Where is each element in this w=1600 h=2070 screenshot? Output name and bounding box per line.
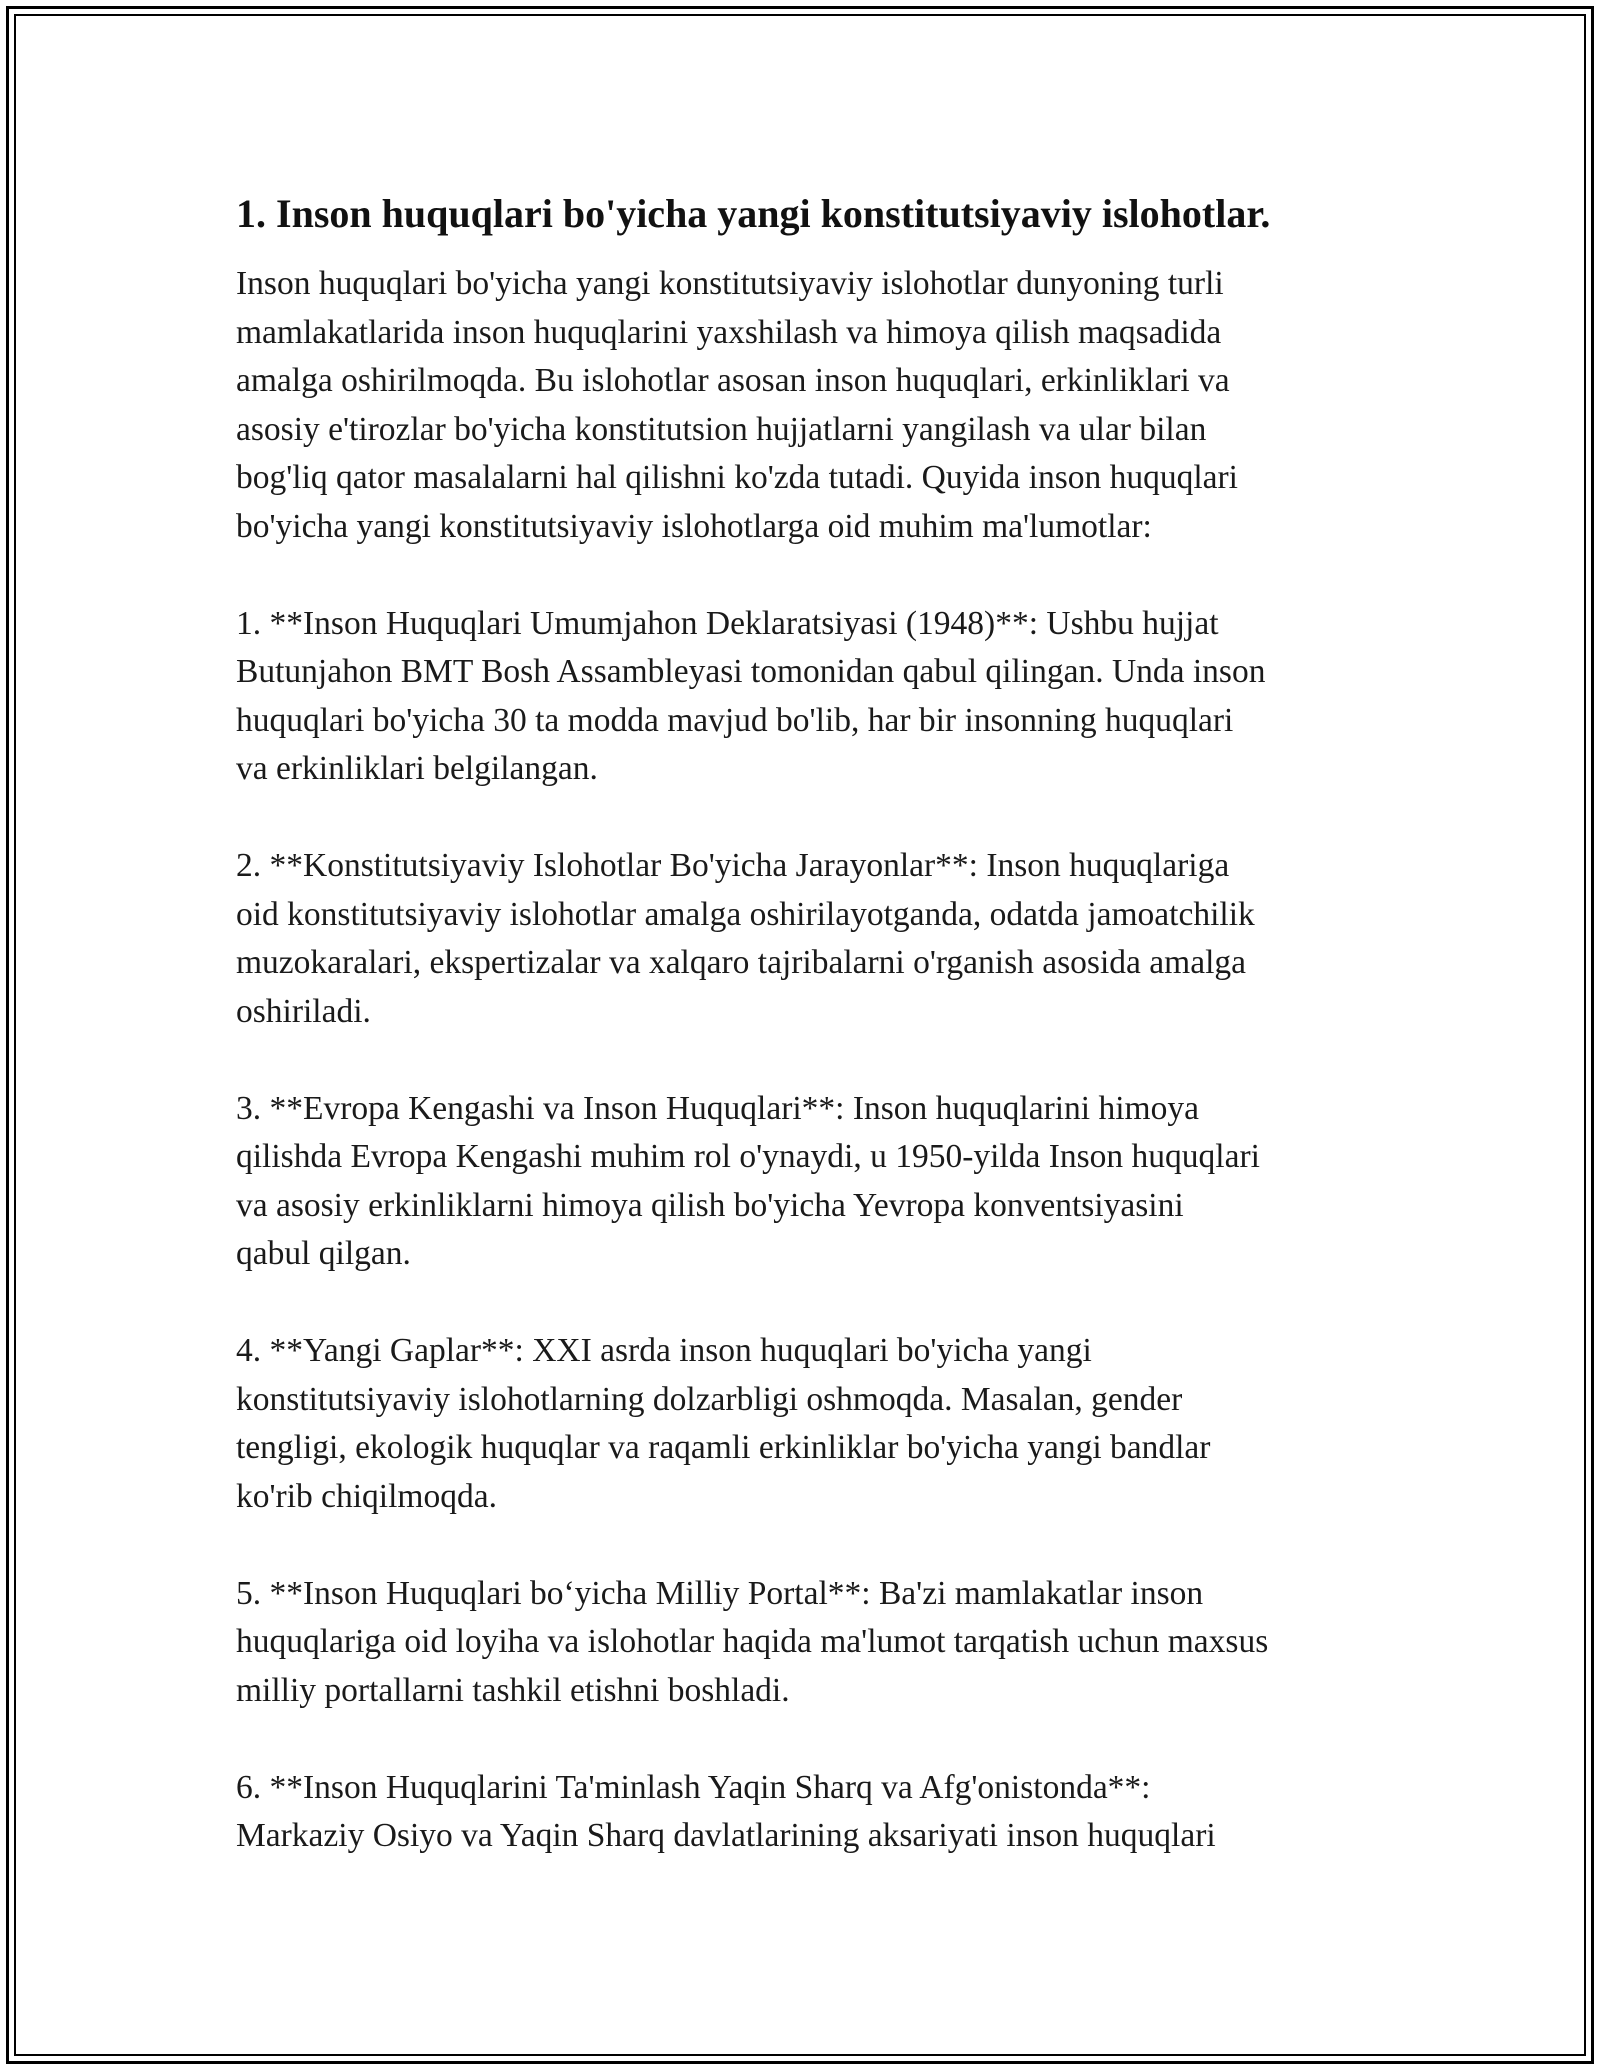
text-line: amalga oshirilmoqda. Bu islohotlar asosan inson huquqlari, erkinliklari va [236, 362, 1230, 399]
list-item-paragraph [236, 1085, 1376, 1279]
list-item-paragraph [236, 1327, 1376, 1521]
document-title: 1. Inson huquqlari bo'yicha yangi konstitutsiyaviy islohotlar. [236, 191, 1271, 236]
text-line: oshiriladi. [236, 992, 371, 1030]
text-line: konstitutsiyaviy islohotlarning dolzarbligi oshmoqda. Masalan, gender [236, 1380, 1183, 1418]
text-line: qilishda Evropa Kengashi muhim rol o'ynaydi, u 1950-yilda Inson huquqlari [236, 1138, 1260, 1175]
text-line: oid konstitutsiyaviy islohotlar amalga oshirilayotganda, odatda jamoatchilik [236, 895, 1255, 933]
list-item-paragraph [236, 1764, 1376, 1861]
text-line: qabul qilgan. [236, 1235, 411, 1272]
text-line: Inson huquqlari bo'yicha yangi konstitutsiyaviy islohotlar dunyoning turli [236, 265, 1224, 302]
text-line: Butunjahon BMT Bosh Assambleyasi tomonidan qabul qilingan. Unda inson [236, 653, 1266, 690]
text-line: tengligi, ekologik huquqlar va raqamli erkinliklar bo'yicha yangi bandlar [236, 1429, 1211, 1466]
paragraph-list [236, 260, 1376, 1861]
text-line: Markaziy Osiyo va Yaqin Sharq davlatlarining aksariyati inson huquqlari [236, 1817, 1216, 1854]
text-line: 5. **Inson Huquqlari bo‘yicha Milliy Portal**: Ba'zi mamlakatlar inson [236, 1574, 1204, 1612]
text-line: va erkinliklari belgilangan. [236, 750, 598, 787]
text-line: milliy portallarni tashkil etishni boshladi. [236, 1671, 790, 1709]
text-line: 1. **Inson Huquqlari Umumjahon Deklaratsiyasi (1948)**: Ushbu hujjat [236, 604, 1219, 642]
text-line: 4. **Yangi Gaplar**: XXI asrda inson huquqlari bo'yicha yangi [236, 1332, 1092, 1369]
document-body [236, 188, 1376, 1909]
list-item-paragraph [236, 600, 1376, 794]
text-line: huquqlari bo'yicha 30 ta modda mavjud bo'lib, har bir insonning huquqlari [236, 701, 1234, 739]
text-line: mamlakatlarida inson huquqlarini yaxshilash va himoya qilish maqsadida [236, 313, 1222, 351]
text-line: ko'rib chiqilmoqda. [236, 1477, 497, 1515]
text-line: muzokaralari, ekspertizalar va xalqaro tajribalarni o'rganish asosida amalga [236, 944, 1246, 981]
text-line: 2. **Konstitutsiyaviy Islohotlar Bo'yicha Jarayonlar**: Inson huquqlariga [236, 847, 1230, 884]
list-item-paragraph [236, 1570, 1376, 1716]
text-line: va asosiy erkinliklarni himoya qilish bo'yicha Yevropa konventsiyasini [236, 1186, 1184, 1224]
text-line: 6. **Inson Huquqlarini Ta'minlash Yaqin Sharq va Afg'onistonda**: [236, 1768, 1151, 1806]
text-line: bo'yicha yangi konstitutsiyaviy islohotlarga oid muhim ma'lumotlar: [236, 507, 1152, 545]
list-item-paragraph [236, 842, 1376, 1036]
text-line: huquqlariga oid loyiha va islohotlar haqida ma'lumot tarqatish uchun maxsus [236, 1623, 1269, 1660]
text-line: asosiy e'tirozlar bo'yicha konstitutsion hujjatlarni yangilash va ular bilan [236, 410, 1207, 448]
text-line: bog'liq qator masalalarni hal qilishni ko'zda tutadi. Quyida inson huquqlari [236, 459, 1238, 496]
text-line: 3. **Evropa Kengashi va Inson Huquqlari**: Inson huquqlarini himoya [236, 1089, 1199, 1127]
intro-paragraph [236, 260, 1376, 551]
